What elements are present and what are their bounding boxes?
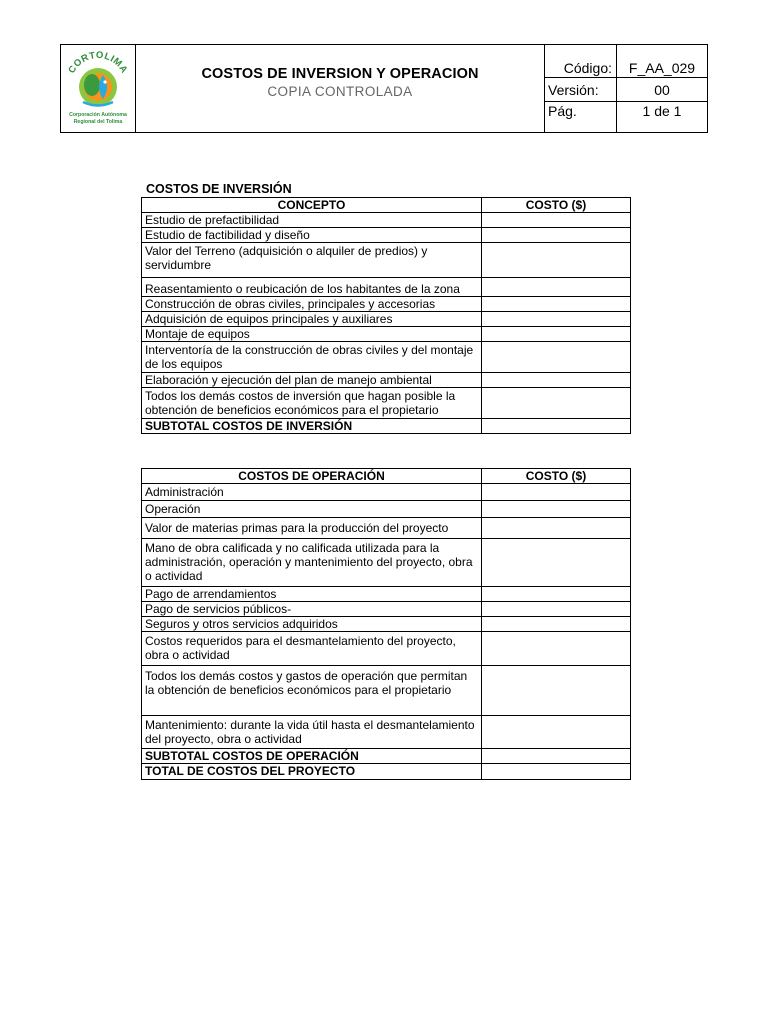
version-value: 00 bbox=[617, 78, 708, 102]
subtotal-row bbox=[142, 749, 631, 764]
table-row bbox=[142, 373, 631, 388]
subtotal-inversion-cost[interactable] bbox=[482, 419, 631, 434]
subtotal-row bbox=[142, 419, 631, 434]
table-row bbox=[142, 632, 631, 666]
cost-cell[interactable] bbox=[482, 213, 631, 228]
codigo-label: Código: bbox=[545, 45, 617, 78]
concept-cell: Valor del Terreno (adquisición o alquiler de predios) y servidumbre bbox=[142, 243, 482, 278]
cost-cell[interactable] bbox=[482, 632, 631, 666]
concept-cell: Todos los demás costos y gastos de operación que permitan la obtención de beneficios económicos para el propietario bbox=[142, 666, 482, 716]
inversion-table bbox=[141, 197, 631, 434]
table-row bbox=[142, 213, 631, 228]
pag-label: Pág. bbox=[545, 102, 617, 133]
cost-cell[interactable] bbox=[482, 297, 631, 312]
cost-cell[interactable] bbox=[482, 666, 631, 716]
cost-cell[interactable] bbox=[482, 602, 631, 617]
cost-cell[interactable] bbox=[482, 518, 631, 539]
total-row bbox=[142, 764, 631, 780]
cost-cell[interactable] bbox=[482, 617, 631, 632]
column-header-costos-operacion: COSTOS DE OPERACIÓN bbox=[142, 469, 482, 484]
table-row bbox=[142, 666, 631, 716]
concept-cell: Administración bbox=[142, 484, 482, 501]
cost-cell[interactable] bbox=[482, 373, 631, 388]
document-title: COSTOS DE INVERSION Y OPERACION bbox=[201, 66, 479, 82]
codigo-value: F_AA_029 bbox=[617, 45, 708, 78]
concept-cell: Todos los demás costos de inversión que hagan posible la obtención de beneficios económicos para el propietario bbox=[142, 388, 482, 419]
concept-cell: Estudio de prefactibilidad bbox=[142, 213, 482, 228]
table-row bbox=[142, 342, 631, 373]
cost-cell[interactable] bbox=[482, 539, 631, 587]
cost-cell[interactable] bbox=[482, 587, 631, 602]
logo-arc-text: CORTOLIMA bbox=[66, 49, 130, 76]
concept-cell: Valor de materias primas para la producción del proyecto bbox=[142, 518, 482, 539]
table-row bbox=[142, 312, 631, 327]
table-row bbox=[142, 243, 631, 278]
table-row bbox=[142, 716, 631, 749]
document-header bbox=[60, 44, 708, 133]
table-row bbox=[142, 617, 631, 632]
concept-cell: Elaboración y ejecución del plan de manejo ambiental bbox=[142, 373, 482, 388]
logo-subtext-1: Corporación Autónoma bbox=[69, 112, 127, 118]
cost-cell[interactable] bbox=[482, 228, 631, 243]
cost-cell[interactable] bbox=[482, 388, 631, 419]
subtotal-operacion-label: SUBTOTAL COSTOS DE OPERACIÓN bbox=[142, 749, 482, 764]
table-row bbox=[142, 602, 631, 617]
column-header-concepto: CONCEPTO bbox=[142, 198, 482, 213]
cost-cell[interactable] bbox=[482, 312, 631, 327]
operacion-table bbox=[141, 468, 631, 780]
concept-cell: Estudio de factibilidad y diseño bbox=[142, 228, 482, 243]
cost-cell[interactable] bbox=[482, 716, 631, 749]
cost-cell[interactable] bbox=[482, 484, 631, 501]
table-row bbox=[142, 539, 631, 587]
concept-cell: Interventoría de la construcción de obras civiles y del montaje de los equipos bbox=[142, 342, 482, 373]
concept-cell: Montaje de equipos bbox=[142, 327, 482, 342]
cortolima-logo-icon bbox=[61, 45, 135, 127]
table-header-row bbox=[142, 469, 631, 484]
inversion-section-title: COSTOS DE INVERSIÓN bbox=[146, 182, 292, 196]
concept-cell: Mantenimiento: durante la vida útil hasta el desmantelamiento del proyecto, obra o actividad bbox=[142, 716, 482, 749]
logo-subtext-2: Regional del Tolima bbox=[73, 119, 123, 125]
table-row bbox=[142, 327, 631, 342]
title-cell bbox=[136, 45, 545, 133]
table-row bbox=[142, 501, 631, 518]
concept-cell: Reasentamiento o reubicación de los habitantes de la zona bbox=[142, 278, 482, 297]
concept-cell: Pago de servicios públicos- bbox=[142, 602, 482, 617]
concept-cell: Costos requeridos para el desmantelamiento del proyecto, obra o actividad bbox=[142, 632, 482, 666]
total-proyecto-label: TOTAL DE COSTOS DEL PROYECTO bbox=[142, 764, 482, 780]
table-row bbox=[142, 587, 631, 602]
concept-cell: Operación bbox=[142, 501, 482, 518]
total-proyecto-cost[interactable] bbox=[482, 764, 631, 780]
subtotal-inversion-label: SUBTOTAL COSTOS DE INVERSIÓN bbox=[142, 419, 482, 434]
table-header-row bbox=[142, 198, 631, 213]
table-row bbox=[142, 297, 631, 312]
table-row bbox=[142, 388, 631, 419]
pag-value: 1 de 1 bbox=[617, 102, 708, 133]
cost-cell[interactable] bbox=[482, 243, 631, 278]
table-row bbox=[142, 228, 631, 243]
logo-cell bbox=[61, 45, 136, 133]
version-label: Versión: bbox=[545, 78, 617, 102]
concept-cell: Construcción de obras civiles, principales y accesorias bbox=[142, 297, 482, 312]
cost-cell[interactable] bbox=[482, 501, 631, 518]
concept-cell: Seguros y otros servicios adquiridos bbox=[142, 617, 482, 632]
table-row bbox=[142, 484, 631, 501]
column-header-costo: COSTO ($) bbox=[482, 198, 631, 213]
cost-cell[interactable] bbox=[482, 278, 631, 297]
table-row bbox=[142, 278, 631, 297]
column-header-costo: COSTO ($) bbox=[482, 469, 631, 484]
cost-cell[interactable] bbox=[482, 342, 631, 373]
concept-cell: Pago de arrendamientos bbox=[142, 587, 482, 602]
concept-cell: Adquisición de equipos principales y auxiliares bbox=[142, 312, 482, 327]
cost-cell[interactable] bbox=[482, 327, 631, 342]
subtotal-operacion-cost[interactable] bbox=[482, 749, 631, 764]
concept-cell: Mano de obra calificada y no calificada utilizada para la administración, operación y mantenimiento del proyecto, obra o actividad bbox=[142, 539, 482, 587]
table-row bbox=[142, 518, 631, 539]
document-subtitle: COPIA CONTROLADA bbox=[267, 84, 413, 99]
